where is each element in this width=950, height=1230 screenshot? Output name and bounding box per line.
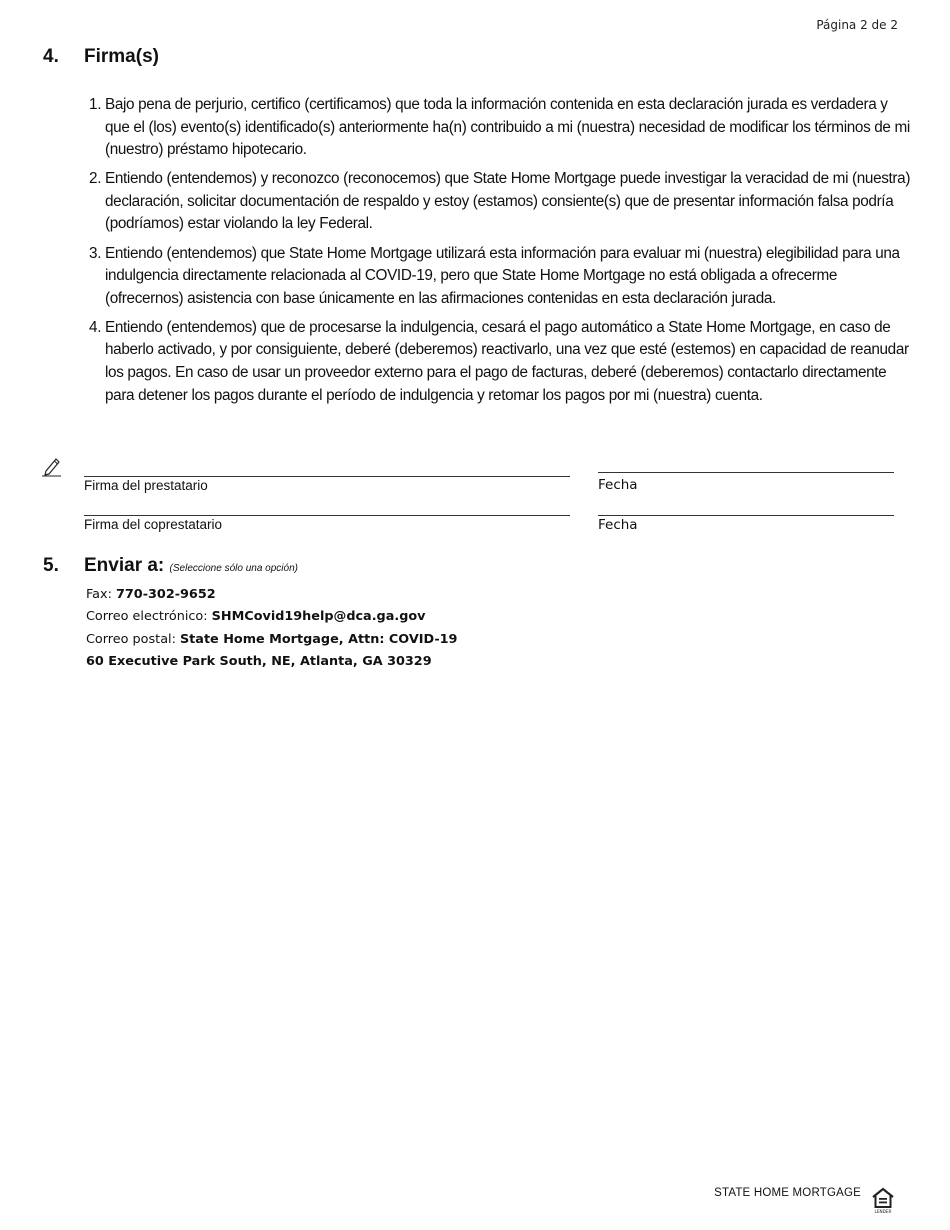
section-5-heading (43, 555, 298, 577)
fax-line (86, 584, 457, 606)
coborrower-date-line[interactable] (598, 515, 894, 516)
coborrower-signature-label: Firma del coprestatario (84, 517, 223, 532)
send-to-block (86, 584, 457, 673)
mail-line (86, 629, 457, 651)
email-label: Correo electrónico: (86, 609, 212, 625)
statement-item: 3. Entiendo (entendemos) que State Home Mortgage utilizará esta información para evaluar mi (nuestra) elegibilidad para una indulgencia directamente relacionada al COVID-19, pero que State Home Mortgage no está obligada a ofrecerme (ofrecernos) asistencia con base únicamente en las afirmaciones contenidas en esta declaración jurada. (105, 243, 915, 311)
statements-list (87, 94, 915, 414)
section-4-heading (43, 46, 159, 68)
page-number: Página 2 de 2 (816, 18, 898, 32)
pencil-icon (42, 455, 62, 477)
borrower-date-label: Fecha (598, 477, 638, 493)
section-5-number: 5. (43, 555, 59, 576)
borrower-signature-line[interactable] (84, 476, 570, 477)
mail-address: 60 Executive Park South, NE, Atlanta, GA 30329 (86, 653, 432, 669)
email-value[interactable]: SHMCovid19help@dca.ga.gov (211, 609, 426, 625)
fax-label: Fax: (86, 587, 116, 602)
fax-value: 770-302-9652 (115, 587, 216, 602)
lender-logo-text: LENDER (874, 1209, 892, 1214)
section-5-note: (Seleccione sólo una opción) (169, 563, 298, 574)
section-4-title: Firma(s) (84, 46, 159, 67)
equal-housing-lender-icon (871, 1186, 895, 1214)
footer-org-name: STATE HOME MORTGAGE (714, 1187, 861, 1199)
statement-item: 4. Entiendo (entendemos) que de procesarse la indulgencia, cesará el pago automático a State Home Mortgage, en caso de haberlo activado, y por consiguiente, deberé (deberemos) reactivarlo, una vez que esté (estemos) en capacidad de reanudar los pagos. En caso de usar un proveedor externo para el pago de facturas, deberé (deberemos) contactarlo directamente para detener los pagos durante el período de indulgencia y retomar los pagos por mi (nuestra) cuenta. (105, 317, 915, 407)
section-4-number: 4. (43, 46, 59, 67)
mail-value: State Home Mortgage, Attn: COVID-19 (179, 631, 458, 647)
mail-label: Correo postal: (86, 631, 180, 647)
coborrower-signature-line[interactable] (84, 515, 570, 516)
statement-item: 1. Bajo pena de perjurio, certifico (certificamos) que toda la información contenida en esta declaración jurada es verdadera y que el (los) evento(s) identificado(s) anteriormente ha(n) contribuido a mi (nuestra) necesidad de modificar los términos de mi (nuestro) préstamo hipotecario. (105, 94, 915, 162)
borrower-signature-label: Firma del prestatario (84, 478, 208, 493)
email-line (86, 606, 457, 628)
mail-address-line (86, 651, 457, 673)
coborrower-date-label: Fecha (598, 517, 638, 533)
borrower-date-line[interactable] (598, 472, 894, 473)
statement-item: 2. Entiendo (entendemos) y reconozco (reconocemos) que State Home Mortgage puede investigar la veracidad de mi (nuestra) declaración, solicitar documentación de respaldo y estoy (estamos) consiente(s) que de presentar información falsa podría (podríamos) estar violando la ley Federal. (105, 168, 915, 236)
section-5-title: Enviar a: (84, 555, 165, 576)
